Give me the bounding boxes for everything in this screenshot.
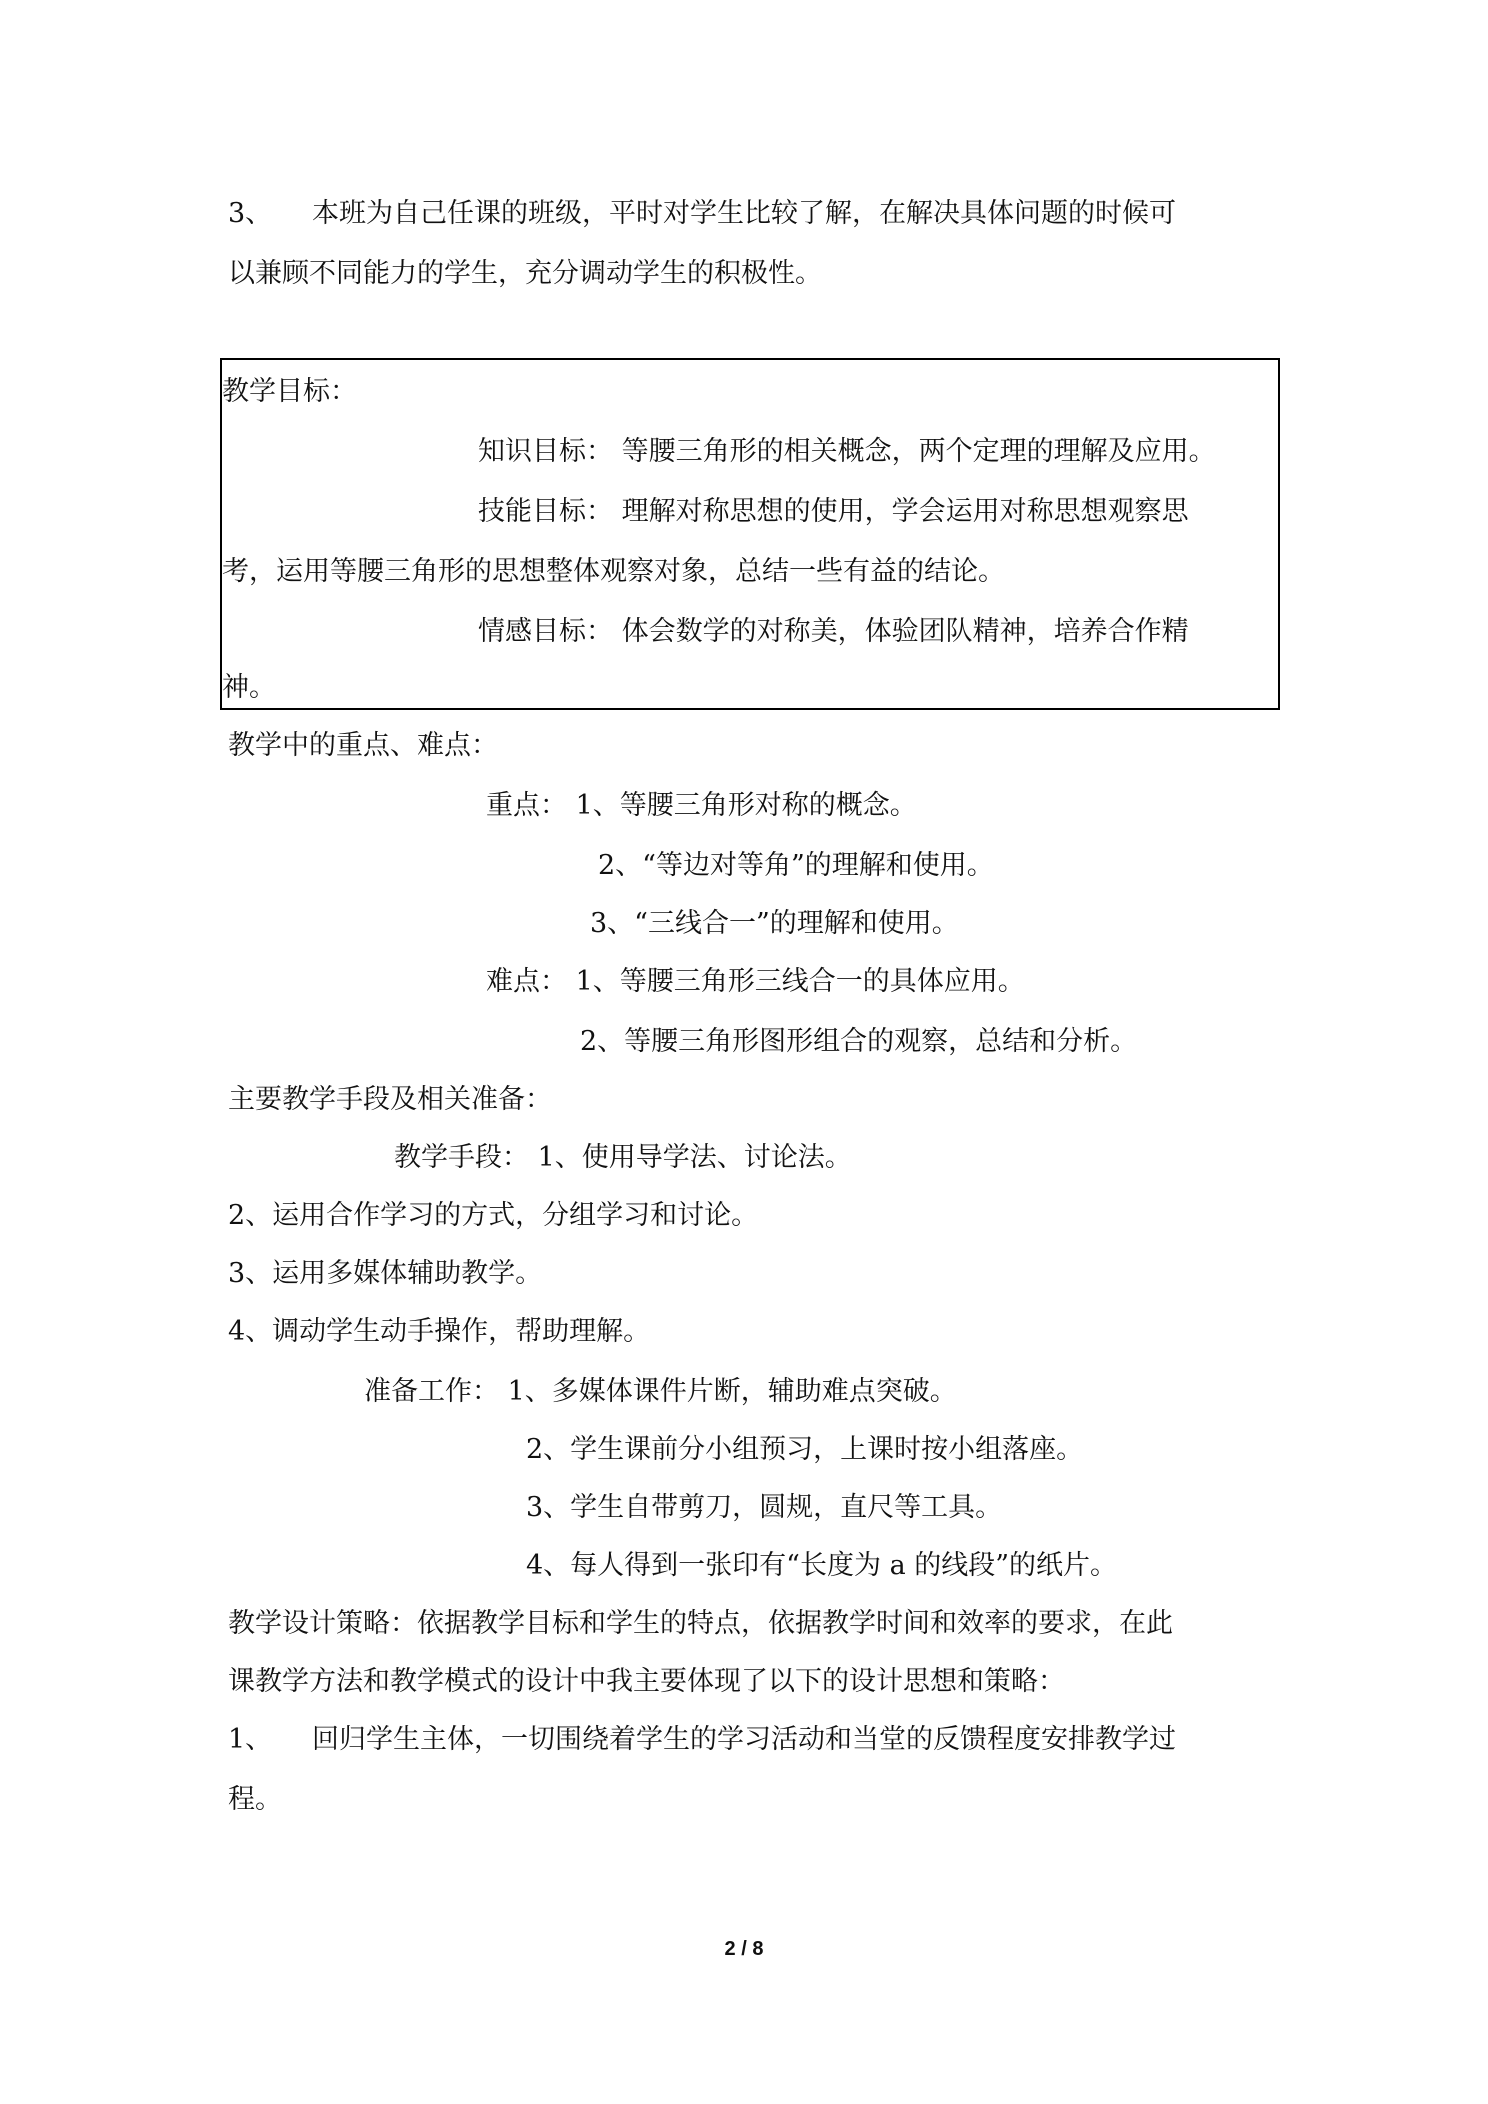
objectives-box: [220, 358, 1280, 710]
means-item: 2、运用合作学习的方式，分组学习和讨论。: [228, 1200, 759, 1231]
section-title-objectives: 教学目标：: [222, 376, 357, 407]
list-number: 3、: [228, 198, 273, 229]
objective-skill: 技能目标： 理解对称思想的使用，学会运用对称思想观察思: [478, 496, 1189, 527]
means-item: 4、调动学生动手操作，帮助理解。: [228, 1316, 651, 1347]
section-title-keypoints: 教学中的重点、难点：: [228, 730, 498, 761]
paragraph-line: 以兼顾不同能力的学生，充分调动学生的积极性。: [228, 258, 822, 289]
list-number: 1、: [228, 1724, 273, 1755]
strategy-item: 回归学生主体，一切围绕着学生的学习活动和当堂的反馈程度安排教学过: [312, 1724, 1176, 1755]
objective-emotion-cont: 神。: [222, 672, 276, 703]
difficulty-point: 难点： 1、等腰三角形三线合一的具体应用。: [486, 966, 1025, 997]
strategy-paragraph-cont: 课教学方法和教学模式的设计中我主要体现了以下的设计思想和策略：: [228, 1666, 1065, 1697]
key-point: 重点： 1、等腰三角形对称的概念。: [486, 790, 917, 821]
difficulty-point: 2、等腰三角形图形组合的观察，总结和分析。: [580, 1026, 1138, 1057]
objective-knowledge: 知识目标： 等腰三角形的相关概念，两个定理的理解及应用。: [478, 436, 1216, 467]
page-number: 2 / 8: [724, 1938, 764, 1960]
prep-item: 4、每人得到一张印有“长度为 a 的线段”的纸片。: [526, 1550, 1118, 1581]
prep-item: 3、学生自带剪刀，圆规，直尺等工具。: [526, 1492, 1003, 1523]
objective-emotion: 情感目标： 体会数学的对称美，体验团队精神，培养合作精: [478, 616, 1189, 647]
paragraph-line: 本班为自己任课的班级，平时对学生比较了解，在解决具体问题的时候可: [312, 198, 1176, 229]
means-item: 教学手段： 1、使用导学法、讨论法。: [394, 1142, 852, 1173]
strategy-paragraph: 教学设计策略：依据教学目标和学生的特点，依据教学时间和效率的要求，在此: [228, 1608, 1173, 1639]
prep-item: 准备工作： 1、多媒体课件片断，辅助难点突破。: [364, 1376, 957, 1407]
strategy-item-cont: 程。: [228, 1784, 282, 1815]
objective-skill-cont: 考，运用等腰三角形的思想整体观察对象，总结一些有益的结论。: [222, 556, 1005, 587]
key-point: 2、“等边对等角”的理解和使用。: [598, 850, 994, 881]
prep-item: 2、学生课前分小组预习，上课时按小组落座。: [526, 1434, 1084, 1465]
section-title-means: 主要教学手段及相关准备：: [228, 1084, 552, 1115]
means-item: 3、运用多媒体辅助教学。: [228, 1258, 543, 1289]
key-point: 3、“三线合一”的理解和使用。: [590, 908, 959, 939]
